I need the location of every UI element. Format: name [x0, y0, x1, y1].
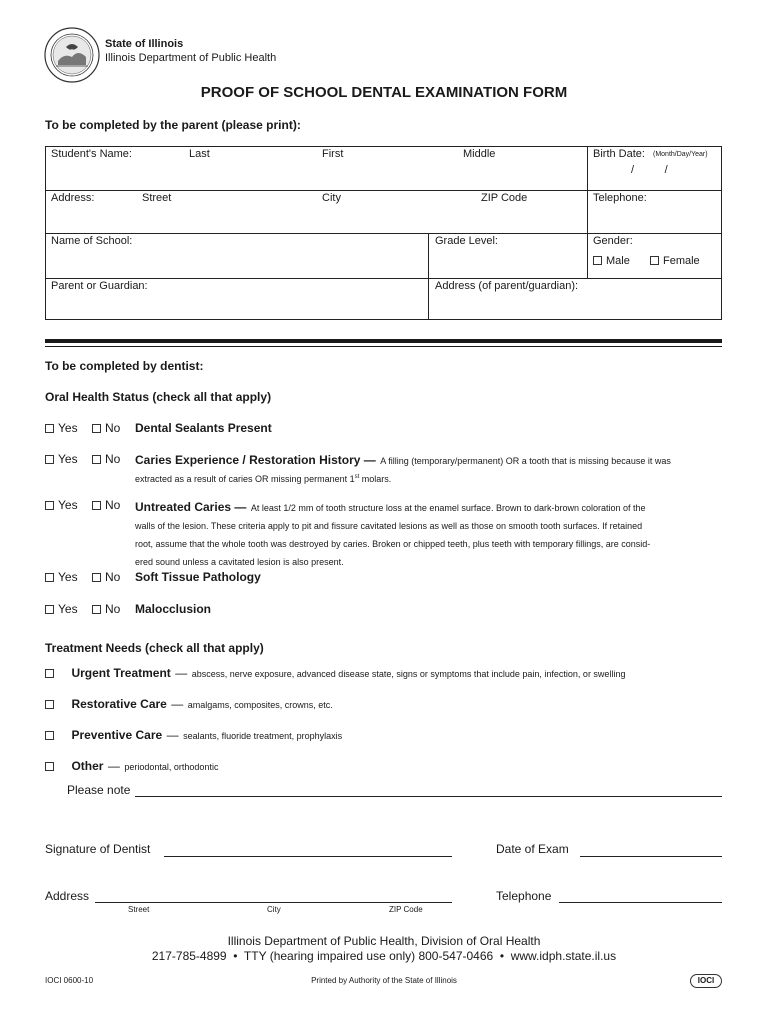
city-label: City	[322, 192, 341, 204]
urgent-treatment-row	[45, 664, 625, 682]
other-treatment-checkbox[interactable]	[45, 762, 54, 771]
state-name: State of Illinois	[105, 38, 184, 50]
other-treatment-desc: periodontal, orthodontic	[124, 762, 219, 772]
checkbox-icon	[650, 256, 659, 265]
middle-name-label: Middle	[463, 148, 496, 160]
dentist-address-line[interactable]	[95, 902, 452, 903]
checkbox-icon	[92, 455, 101, 464]
birth-date-field[interactable]	[593, 148, 708, 160]
dentist-section-heading: To be completed by dentist:	[45, 359, 204, 373]
preventive-care-checkbox[interactable]	[45, 731, 54, 740]
iocl-logo: IOCI	[690, 974, 722, 988]
restorative-care-checkbox[interactable]	[45, 700, 54, 709]
row-divider	[46, 233, 721, 234]
dash: —	[171, 697, 184, 711]
form-id: IOCI 0600-10	[45, 976, 94, 985]
row-divider	[46, 278, 721, 279]
date-of-exam-label: Date of Exam	[496, 842, 569, 856]
state-seal-logo	[44, 27, 100, 83]
col-divider	[428, 233, 429, 320]
signature-line[interactable]	[164, 856, 452, 857]
checkbox-icon	[593, 256, 602, 265]
checkbox-icon	[92, 573, 101, 582]
please-note-line[interactable]	[135, 796, 722, 797]
please-note-label: Please note	[67, 783, 131, 797]
restorative-care-title: Restorative Care	[71, 697, 167, 711]
untreated-desc: At least 1/2 mm of tooth structure loss at the enamel surface. Brown to dark-brown coloration of the	[250, 503, 646, 513]
grade-level-field[interactable]: Grade Level:	[435, 235, 498, 247]
checkbox-icon	[45, 455, 54, 464]
dash: —	[107, 759, 120, 773]
malocclusion-title: Malocclusion	[135, 602, 212, 616]
caries-experience-item	[135, 451, 725, 487]
row-divider	[46, 190, 721, 191]
dentist-telephone-label: Telephone	[496, 889, 552, 903]
restorative-care-desc: amalgams, composites, crowns, etc.	[187, 700, 333, 710]
untreated-desc-4: ered sound unless a cavitated lesion is also present.	[135, 557, 344, 567]
department-name: Illinois Department of Public Health	[105, 52, 277, 64]
street-label: Street	[142, 192, 172, 204]
untreated-title: Untreated Caries —	[135, 500, 247, 514]
birth-date-format: (Month/Day/Year)	[653, 151, 708, 158]
soft-tissue-no-checkbox[interactable]: No	[92, 570, 120, 584]
street-sublabel: Street	[128, 905, 150, 914]
untreated-desc-2: walls of the lesion. These criteria apply to pit and fissure cavitated lesions as well as those on smooth tooth surfaces. If retained	[135, 521, 643, 531]
caries-exp-desc: A filling (temporary/permanent) OR a tooth that is missing because it was	[380, 456, 671, 466]
other-treatment-title: Other	[71, 759, 104, 773]
treatment-needs-heading: Treatment Needs (check all that apply)	[45, 641, 264, 655]
birth-date-slashes: / /	[631, 164, 668, 176]
restorative-care-row	[45, 695, 333, 713]
birth-date-label: Birth Date:	[593, 148, 645, 160]
footer-contact: 217-785-4899 • TTY (hearing impaired use only) 800-547-0466 • www.idph.state.il.us	[151, 949, 617, 963]
urgent-treatment-checkbox[interactable]	[45, 669, 54, 678]
zip-label: ZIP Code	[481, 192, 528, 204]
students-name-field[interactable]: Student's Name:	[51, 148, 132, 160]
sealants-yes-checkbox[interactable]: Yes	[45, 421, 78, 435]
signature-label: Signature of Dentist	[45, 842, 151, 856]
checkbox-icon	[92, 605, 101, 614]
soft-tissue-yes-checkbox[interactable]: Yes	[45, 570, 78, 584]
female-checkbox[interactable]: Female	[650, 255, 700, 267]
checkbox-icon	[45, 424, 54, 433]
date-of-exam-line[interactable]	[580, 856, 722, 857]
col-divider	[587, 147, 588, 278]
caries-exp-yes-checkbox[interactable]: Yes	[45, 452, 78, 466]
sealants-no-checkbox[interactable]: No	[92, 421, 120, 435]
section-divider-thin	[45, 346, 722, 347]
preventive-care-title: Preventive Care	[71, 728, 163, 742]
malocclusion-no-checkbox[interactable]: No	[92, 602, 120, 616]
oral-health-heading: Oral Health Status (check all that apply)	[45, 390, 272, 404]
preventive-care-row	[45, 726, 342, 744]
checkbox-icon	[45, 501, 54, 510]
urgent-treatment-desc: abscess, nerve exposure, advanced disease state, signs or symptoms that include pain, infection, or swelling	[191, 669, 626, 679]
printed-by: Printed by Authority of the State of Illinois	[311, 976, 457, 985]
school-name-field[interactable]: Name of School:	[51, 235, 133, 247]
section-divider-thick	[45, 339, 722, 343]
footer-division: Illinois Department of Public Health, Division of Oral Health	[227, 934, 541, 948]
checkbox-icon	[92, 501, 101, 510]
other-treatment-row	[45, 757, 218, 775]
caries-exp-title: Caries Experience / Restoration History —	[135, 453, 376, 467]
dentist-address-label: Address	[45, 889, 90, 903]
last-name-label: Last	[189, 148, 210, 160]
parent-info-table	[45, 146, 722, 320]
urgent-treatment-title: Urgent Treatment	[71, 666, 171, 680]
parent-guardian-field[interactable]: Parent or Guardian:	[51, 280, 148, 292]
form-title: PROOF OF SCHOOL DENTAL EXAMINATION FORM	[200, 84, 568, 101]
untreated-yes-checkbox[interactable]: Yes	[45, 498, 78, 512]
parent-section-heading: To be completed by the parent (please print):	[45, 118, 301, 132]
checkbox-icon	[92, 424, 101, 433]
untreated-caries-item	[135, 498, 725, 570]
gender-label: Gender:	[593, 235, 633, 247]
city-sublabel: City	[267, 905, 281, 914]
checkbox-icon	[45, 573, 54, 582]
parent-address-field[interactable]: Address (of parent/guardian):	[435, 280, 579, 292]
dash: —	[175, 666, 188, 680]
caries-exp-desc-2: extracted as a result of caries OR missing permanent 1st molars.	[135, 474, 392, 484]
dash: —	[166, 728, 179, 742]
telephone-field[interactable]: Telephone:	[593, 192, 647, 204]
preventive-care-desc: sealants, fluoride treatment, prophylaxis	[183, 731, 343, 741]
soft-tissue-title: Soft Tissue Pathology	[135, 570, 261, 584]
untreated-desc-3: root, assume that the whole tooth was destroyed by caries. Broken or chipped teeth, plus teeth with temporary fillings, are consid-	[135, 539, 651, 549]
male-checkbox[interactable]: Male	[593, 255, 630, 267]
caries-exp-no-checkbox[interactable]: No	[92, 452, 120, 466]
sealants-title: Dental Sealants Present	[135, 421, 272, 435]
untreated-no-checkbox[interactable]: No	[92, 498, 120, 512]
address-field[interactable]: Address:	[51, 192, 95, 204]
zip-sublabel: ZIP Code	[389, 905, 423, 914]
dentist-telephone-line[interactable]	[559, 902, 722, 903]
first-name-label: First	[322, 148, 344, 160]
checkbox-icon	[45, 605, 54, 614]
malocclusion-yes-checkbox[interactable]: Yes	[45, 602, 78, 616]
